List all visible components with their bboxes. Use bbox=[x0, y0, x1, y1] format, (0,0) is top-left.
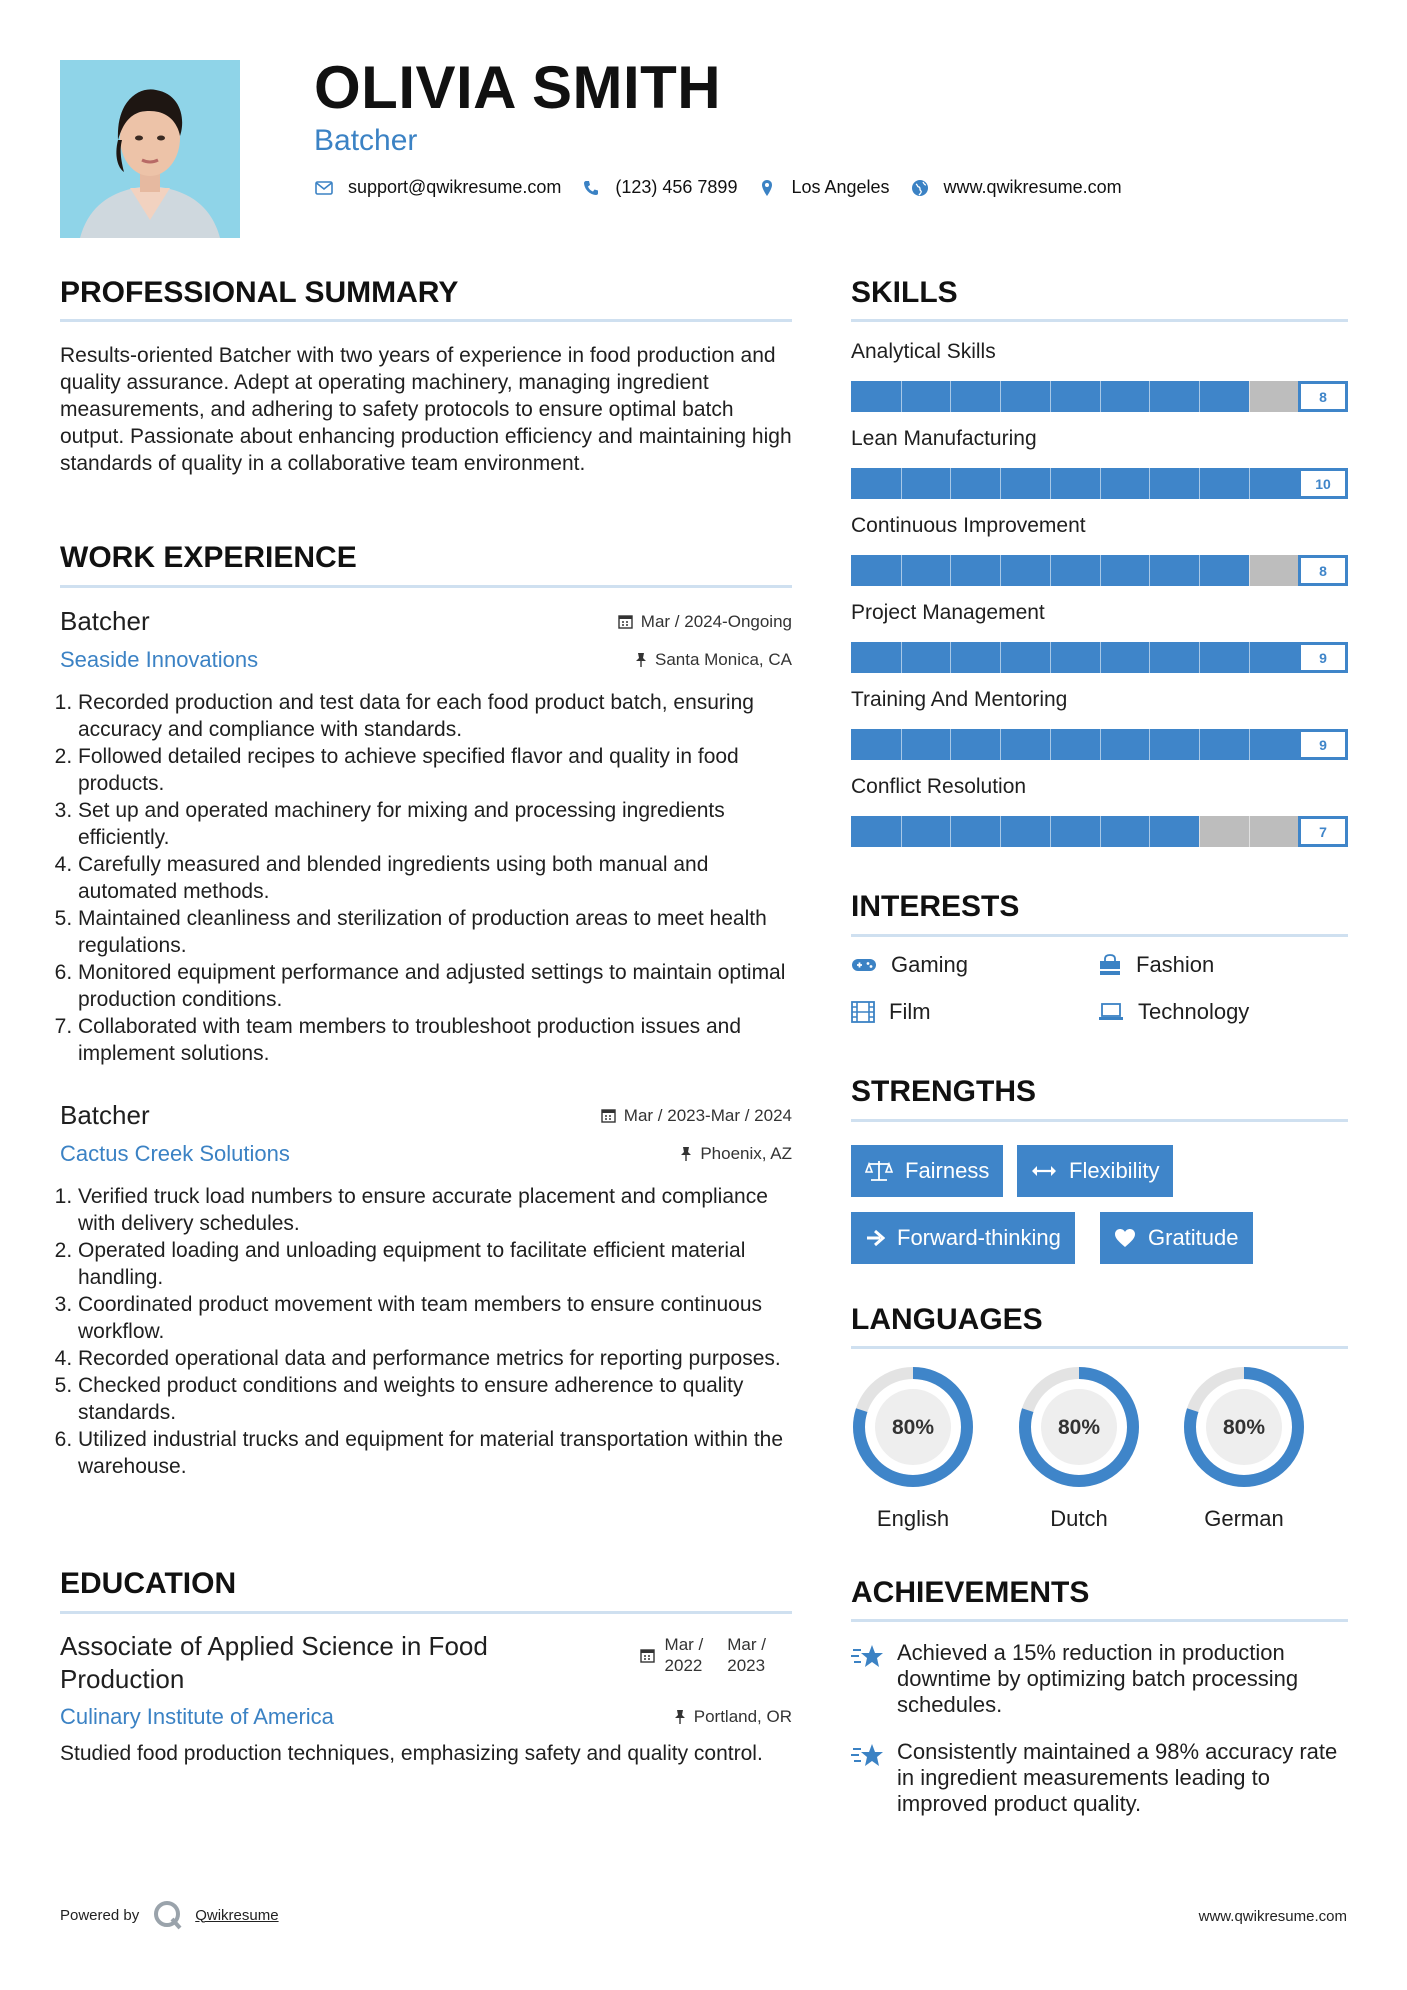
skill-label: Conflict Resolution bbox=[851, 775, 1027, 798]
job-location bbox=[635, 650, 792, 670]
skill-bar-segment bbox=[950, 381, 951, 412]
skill-bar-segment bbox=[1249, 468, 1250, 499]
contact-location bbox=[757, 177, 889, 198]
footer-powered-by bbox=[60, 1900, 279, 1930]
duty-item: 5. Checked product conditions and weights to ensure adherence to quality standards. bbox=[78, 1372, 792, 1426]
strength-chip-gratitude bbox=[1100, 1212, 1253, 1264]
skill-bar-segment bbox=[1249, 642, 1250, 673]
interest-label: Gaming bbox=[891, 952, 969, 977]
job-title: Batcher bbox=[60, 606, 150, 636]
skill-bar-segment bbox=[901, 816, 902, 847]
calendar-icon bbox=[601, 1108, 616, 1123]
pushpin-icon bbox=[635, 652, 647, 668]
achievement-text: Achieved a 15% reduction in production downtime by optimizing batch processing schedules. bbox=[897, 1640, 1299, 1717]
skill-bar bbox=[851, 381, 1348, 412]
degree-title: Associate of Applied Science in Food Production bbox=[60, 1631, 488, 1694]
skill-bar-fill bbox=[851, 816, 1199, 847]
skill-bar-segment bbox=[950, 468, 951, 499]
languages-heading: LANGUAGES bbox=[851, 1303, 1043, 1336]
duty-item: 6. Utilized industrial trucks and equipment for material transportation within the warehouse. bbox=[78, 1426, 792, 1480]
skill-bar-segment bbox=[1000, 642, 1001, 673]
language-name: German bbox=[1204, 1506, 1284, 1531]
skill-bar-segment bbox=[1100, 555, 1101, 586]
shopping-bag-icon bbox=[1098, 954, 1122, 976]
skill-level: 9 bbox=[1298, 642, 1348, 673]
skill-bar-segment bbox=[1199, 555, 1200, 586]
star-badge-icon bbox=[851, 1739, 897, 1817]
job-dates-text: Mar / 2024-Ongoing bbox=[640, 611, 792, 631]
company-name: Seaside Innovations bbox=[60, 647, 259, 672]
interest-item-film bbox=[851, 999, 931, 1025]
job-title: Batcher bbox=[60, 1100, 150, 1130]
education-location-text: Portland, OR bbox=[693, 1707, 792, 1726]
skill-bar-segment bbox=[1149, 381, 1150, 412]
skill-bar-segment bbox=[1199, 381, 1200, 412]
skill-bar-segment bbox=[1100, 816, 1101, 847]
qwikresume-logo-icon bbox=[153, 1900, 183, 1930]
contact-bar bbox=[314, 177, 1142, 198]
duty-item: 5. Maintained cleanliness and sterilization of production areas to meet health regulations. bbox=[78, 905, 792, 959]
duty-item: 4. Carefully measured and blended ingredients using both manual and automated methods. bbox=[78, 851, 792, 905]
education-dates bbox=[640, 1634, 766, 1676]
interest-label: Technology bbox=[1138, 999, 1250, 1024]
achievements-heading: ACHIEVEMENTS bbox=[851, 1576, 1090, 1609]
summary-rule bbox=[60, 319, 792, 322]
achievements-rule bbox=[851, 1619, 1348, 1622]
skill-bar-segment bbox=[1149, 555, 1150, 586]
education-entry bbox=[60, 1630, 792, 1767]
strength-label: Gratitude bbox=[1148, 1225, 1239, 1250]
skill-bar-segment bbox=[1050, 555, 1051, 586]
duty-item: 3. Set up and operated machinery for mixing and processing ingredients efficiently. bbox=[78, 797, 792, 851]
skill-bar-segment bbox=[1050, 642, 1051, 673]
start-year: 2022 bbox=[664, 1656, 703, 1675]
achievement-item bbox=[851, 1739, 1348, 1817]
skill-bar-segment bbox=[1050, 468, 1051, 499]
strengths-rule bbox=[851, 1119, 1348, 1122]
skill-bar-segment bbox=[901, 381, 902, 412]
skill-bar-segment bbox=[1000, 381, 1001, 412]
pushpin-icon bbox=[680, 1146, 692, 1162]
skill-label: Continuous Improvement bbox=[851, 514, 1086, 537]
skill-bar-segment bbox=[1000, 729, 1001, 760]
skill-bar bbox=[851, 468, 1348, 499]
language-donut bbox=[1017, 1365, 1141, 1489]
strength-chip-forward-thinking bbox=[851, 1212, 1075, 1264]
job-location bbox=[680, 1144, 792, 1164]
footer-brand-link[interactable]: Qwikresume bbox=[195, 1906, 279, 1924]
skill-bar-segment bbox=[1100, 729, 1101, 760]
skill-level: 9 bbox=[1298, 729, 1348, 760]
job-entry bbox=[60, 1100, 792, 1480]
strength-label: Fairness bbox=[905, 1158, 990, 1183]
duty-item: 2. Followed detailed recipes to achieve specified flavor and quality in food products. bbox=[78, 743, 792, 797]
gamepad-icon bbox=[851, 957, 877, 973]
skill-bar-segment bbox=[1199, 816, 1200, 847]
skill-level: 10 bbox=[1298, 468, 1348, 499]
skills-heading: SKILLS bbox=[851, 276, 958, 309]
interest-label: Fashion bbox=[1136, 952, 1215, 977]
experience-rule bbox=[60, 585, 792, 588]
skill-bar-segment bbox=[1100, 381, 1101, 412]
skill-bar-segment bbox=[1199, 642, 1200, 673]
skill-level: 7 bbox=[1298, 816, 1348, 847]
envelope-icon bbox=[314, 178, 334, 198]
calendar-icon bbox=[640, 1648, 655, 1663]
strength-label: Forward-thinking bbox=[897, 1225, 1061, 1250]
strength-label: Flexibility bbox=[1069, 1158, 1160, 1183]
language-donut bbox=[1182, 1365, 1306, 1489]
interest-item-gaming bbox=[851, 952, 968, 978]
skill-bar-segment bbox=[1100, 468, 1101, 499]
email-text: support@qwikresume.com bbox=[348, 177, 562, 197]
skill-bar-segment bbox=[1149, 729, 1150, 760]
strength-chip-flexibility bbox=[1017, 1145, 1173, 1197]
job-duties bbox=[60, 1183, 792, 1480]
language-name: English bbox=[876, 1506, 950, 1531]
film-icon bbox=[851, 1001, 875, 1023]
languages-rule bbox=[851, 1346, 1348, 1349]
job-dates bbox=[618, 612, 792, 632]
skill-bar-segment bbox=[1249, 729, 1250, 760]
skill-bar-segment bbox=[950, 555, 951, 586]
skill-bar bbox=[851, 729, 1348, 760]
pushpin-icon bbox=[674, 1709, 686, 1725]
contact-phone[interactable] bbox=[581, 177, 737, 198]
skill-bar-segment bbox=[901, 729, 902, 760]
globe-icon bbox=[910, 178, 930, 198]
powered-by-text: Powered by bbox=[60, 1906, 140, 1924]
skill-bar-segment bbox=[901, 555, 902, 586]
skill-bar-segment bbox=[950, 729, 951, 760]
skill-bar-fill bbox=[851, 729, 1298, 760]
language-item bbox=[1017, 1365, 1141, 1532]
footer-url[interactable]: www.qwikresume.com bbox=[1198, 1908, 1347, 1925]
map-pin-icon bbox=[757, 178, 777, 198]
interests-rule bbox=[851, 934, 1348, 937]
profile-photo bbox=[60, 60, 240, 238]
arrow-right-icon bbox=[865, 1229, 885, 1247]
skill-bar-segment bbox=[1050, 381, 1051, 412]
skill-bar-segment bbox=[1149, 642, 1150, 673]
company-name: Cactus Creek Solutions bbox=[60, 1141, 290, 1166]
skill-bar-segment bbox=[1050, 816, 1051, 847]
summary-heading: PROFESSIONAL SUMMARY bbox=[60, 276, 459, 309]
skill-bar-segment bbox=[950, 816, 951, 847]
phone-icon bbox=[581, 178, 601, 198]
skill-bar bbox=[851, 642, 1348, 673]
skill-bar-segment bbox=[1000, 555, 1001, 586]
interests-heading: INTERESTS bbox=[851, 890, 1020, 923]
job-location-text: Phoenix, AZ bbox=[700, 1144, 792, 1163]
strength-chip-fairness bbox=[851, 1145, 1003, 1197]
interest-item-technology bbox=[1098, 999, 1249, 1025]
skill-level: 8 bbox=[1298, 381, 1348, 412]
arrows-horizontal-icon bbox=[1031, 1164, 1057, 1178]
skill-bar-fill bbox=[851, 642, 1298, 673]
duty-item: 6. Monitored equipment performance and adjusted settings to maintain optimal production conditions. bbox=[78, 959, 792, 1013]
language-percent: 80% bbox=[891, 1416, 935, 1439]
skill-bar-segment bbox=[1249, 381, 1250, 412]
skill-bar-segment bbox=[1199, 468, 1200, 499]
skills-rule bbox=[851, 319, 1348, 322]
school-name: Culinary Institute of America bbox=[60, 1704, 334, 1729]
star-badge-icon bbox=[851, 1640, 897, 1718]
language-name: Dutch bbox=[1050, 1506, 1108, 1531]
end-month: Mar / bbox=[727, 1635, 766, 1654]
skill-label: Training And Mentoring bbox=[851, 688, 1068, 711]
job-dates-text: Mar / 2023-Mar / 2024 bbox=[623, 1105, 792, 1125]
strengths-heading: STRENGTHS bbox=[851, 1075, 1037, 1108]
contact-email[interactable] bbox=[314, 177, 561, 198]
job-location-text: Santa Monica, CA bbox=[654, 650, 792, 669]
summary-text: Results-oriented Batcher with two years of experience in food production and quality assurance. Adept at operating machinery, managing ingredient measurements, and adhering to safety protocols to ensure optimal batch output. Passionate about enhancing production efficiency and maintaining high standards of quality in a collaborative team environment. bbox=[60, 344, 792, 475]
education-rule bbox=[60, 1611, 792, 1614]
achievement-item bbox=[851, 1640, 1348, 1718]
calendar-icon bbox=[618, 614, 633, 629]
end-year: 2023 bbox=[727, 1656, 766, 1675]
candidate-role: Batcher bbox=[314, 124, 418, 157]
skill-label: Analytical Skills bbox=[851, 340, 996, 363]
skill-bar bbox=[851, 816, 1348, 847]
balance-scale-icon bbox=[865, 1159, 893, 1183]
start-month: Mar / bbox=[664, 1635, 704, 1654]
skill-label: Lean Manufacturing bbox=[851, 427, 1037, 450]
candidate-name: OLIVIA SMITH bbox=[314, 54, 722, 121]
achievement-text: Consistently maintained a 98% accuracy rate in ingredient measurements leading to improved product quality. bbox=[897, 1739, 1338, 1816]
language-donut bbox=[851, 1365, 975, 1489]
language-percent: 80% bbox=[1057, 1416, 1101, 1439]
location-text: Los Angeles bbox=[791, 177, 890, 197]
skill-bar-segment bbox=[1199, 729, 1200, 760]
education-heading: EDUCATION bbox=[60, 1567, 237, 1600]
phone-text: (123) 456 7899 bbox=[615, 177, 738, 197]
skill-bar-segment bbox=[1149, 468, 1150, 499]
duty-item: 1. Verified truck load numbers to ensure accurate placement and compliance with delivery schedules. bbox=[78, 1183, 792, 1237]
skill-bar-segment bbox=[950, 642, 951, 673]
skill-bar-segment bbox=[901, 468, 902, 499]
website-text: www.qwikresume.com bbox=[943, 177, 1122, 197]
skill-bar-segment bbox=[1050, 729, 1051, 760]
contact-website[interactable] bbox=[910, 177, 1122, 198]
skill-bar bbox=[851, 555, 1348, 586]
skill-bar-segment bbox=[1149, 816, 1150, 847]
language-item bbox=[1182, 1365, 1306, 1532]
skill-bar-segment bbox=[1249, 555, 1250, 586]
job-dates bbox=[601, 1106, 792, 1126]
laptop-icon bbox=[1098, 1003, 1124, 1021]
experience-heading: WORK EXPERIENCE bbox=[60, 541, 357, 574]
interest-label: Film bbox=[889, 999, 931, 1024]
language-item bbox=[851, 1365, 975, 1532]
heart-icon bbox=[1114, 1228, 1136, 1248]
duty-item: 2. Operated loading and unloading equipment to facilitate efficient material handling. bbox=[78, 1237, 792, 1291]
duty-item: 1. Recorded production and test data for each food product batch, ensuring accuracy and compliance with standards. bbox=[78, 689, 792, 743]
duty-item: 4. Recorded operational data and performance metrics for reporting purposes. bbox=[78, 1345, 792, 1372]
duty-item: 7. Collaborated with team members to troubleshoot production issues and implement solutions. bbox=[78, 1013, 792, 1067]
education-location bbox=[674, 1707, 792, 1727]
language-percent: 80% bbox=[1222, 1416, 1266, 1439]
skill-level: 8 bbox=[1298, 555, 1348, 586]
skill-bar-segment bbox=[1249, 816, 1250, 847]
skill-bar-segment bbox=[901, 642, 902, 673]
job-duties bbox=[60, 689, 792, 1067]
skill-bar-segment bbox=[1000, 468, 1001, 499]
skill-bar-segment bbox=[1100, 642, 1101, 673]
interest-item-fashion bbox=[1098, 952, 1214, 978]
education-description: Studied food production techniques, emphasizing safety and quality control. bbox=[60, 1742, 763, 1765]
duty-item: 3. Coordinated product movement with team members to ensure continuous workflow. bbox=[78, 1291, 792, 1345]
skill-bar-segment bbox=[1000, 816, 1001, 847]
job-entry bbox=[60, 606, 792, 1067]
skill-label: Project Management bbox=[851, 601, 1045, 624]
